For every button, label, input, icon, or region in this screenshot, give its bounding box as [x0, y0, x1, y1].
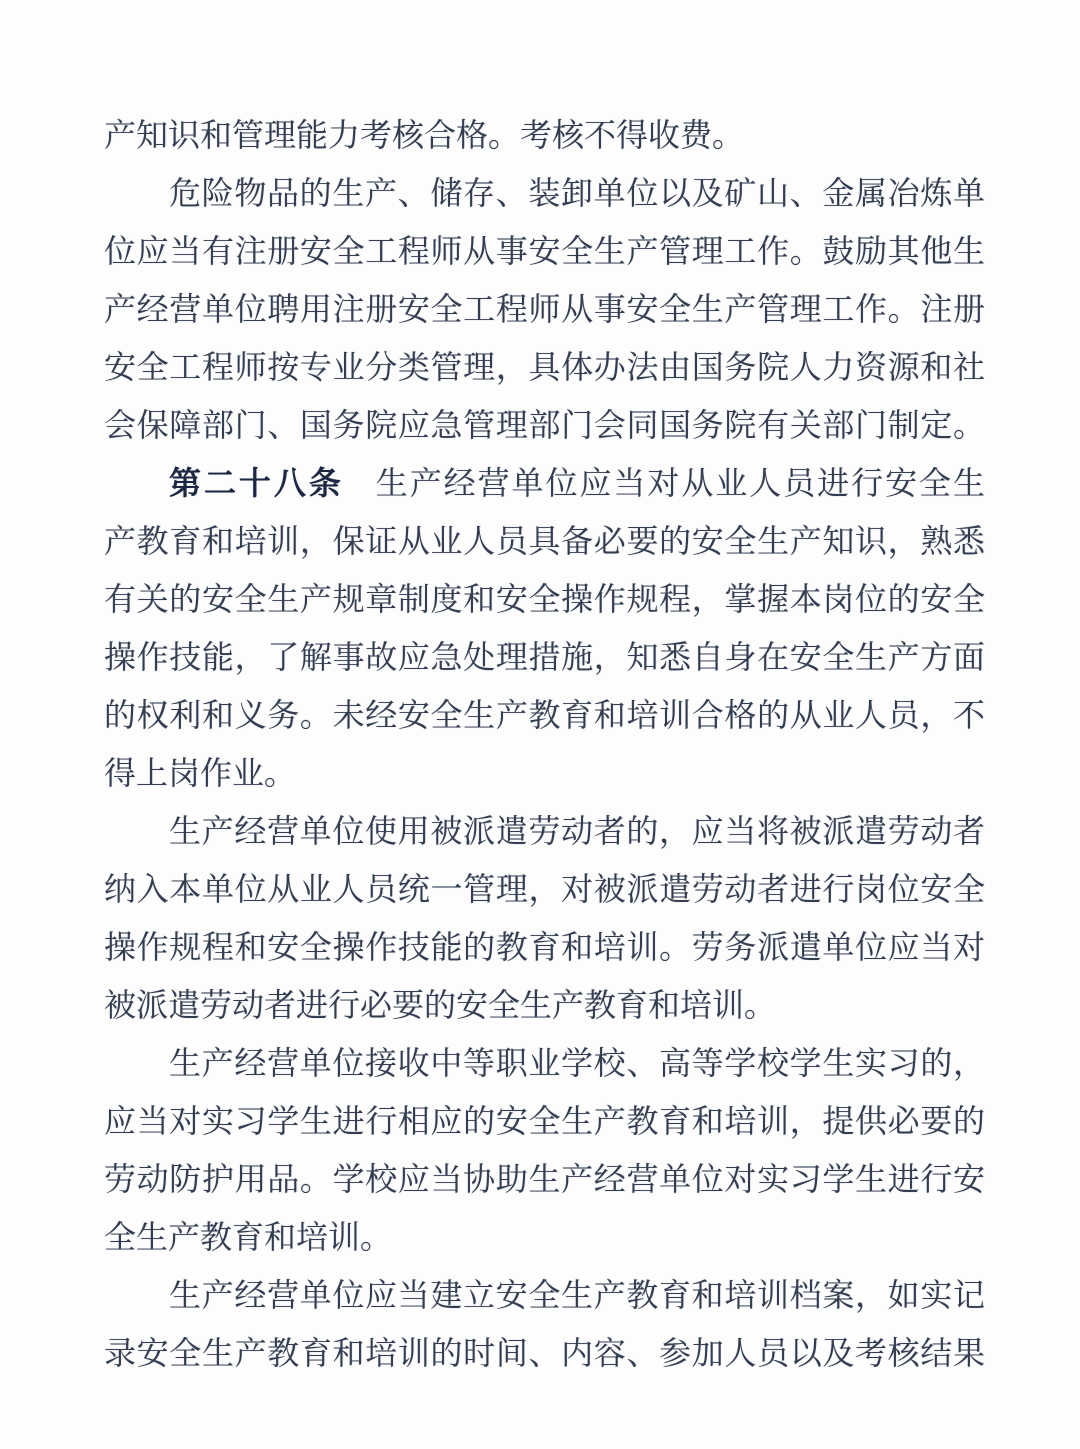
text-line: 生产经营单位接收中等职业学校、高等学校学生实习的， [169, 1045, 985, 1081]
text-line: 生产经营单位应当建立安全生产教育和培训档案，如实记 [169, 1277, 985, 1313]
legal-document-page [104, 106, 985, 1382]
text-line: 的权利和义务。未经安全生产教育和培训合格的从业人员，不 [104, 697, 985, 733]
text-line: 纳入本单位从业人员统一管理，对被派遣劳动者进行岗位安全 [104, 871, 985, 907]
text-line: 产教育和培训，保证从业人员具备必要的安全生产知识，熟悉 [104, 523, 985, 559]
text-line: 危险物品的生产、储存、装卸单位以及矿山、金属冶炼单 [169, 175, 985, 211]
text-line [104, 454, 985, 512]
text-line: 劳动防护用品。学校应当协助生产经营单位对实习学生进行安 [104, 1161, 985, 1197]
text-line: 产知识和管理能力考核合格。考核不得收费。 [104, 117, 745, 153]
text-line: 全生产教育和培训。 [104, 1219, 393, 1255]
text-line-body: 生产经营单位应当对从业人员进行安全生 [373, 465, 985, 501]
text-line: 生产经营单位使用被派遣劳动者的，应当将被派遣劳动者 [169, 813, 985, 849]
text-line: 被派遣劳动者进行必要的安全生产教育和培训。 [104, 987, 777, 1023]
text-line: 有关的安全生产规章制度和安全操作规程，掌握本岗位的安全 [104, 581, 985, 617]
text-line: 会保障部门、国务院应急管理部门会同国务院有关部门制定。 [104, 407, 985, 443]
text-line: 录安全生产教育和培训的时间、内容、参加人员以及考核结果 [104, 1335, 985, 1371]
text-line: 位应当有注册安全工程师从事安全生产管理工作。鼓励其他生 [104, 233, 985, 269]
text-line: 应当对实习学生进行相应的安全生产教育和培训，提供必要的 [104, 1103, 985, 1139]
text-line: 操作规程和安全操作技能的教育和培训。劳务派遣单位应当对 [104, 929, 985, 965]
text-line: 产经营单位聘用注册安全工程师从事安全生产管理工作。注册 [104, 291, 985, 327]
document-text-block [104, 106, 985, 1382]
text-line: 得上岗作业。 [104, 755, 297, 791]
text-line: 操作技能，了解事故应急处理措施，知悉自身在安全生产方面 [104, 639, 985, 675]
article-number-heading: 第二十八条 [169, 465, 344, 501]
text-line: 安全工程师按专业分类管理，具体办法由国务院人力资源和社 [104, 349, 985, 385]
